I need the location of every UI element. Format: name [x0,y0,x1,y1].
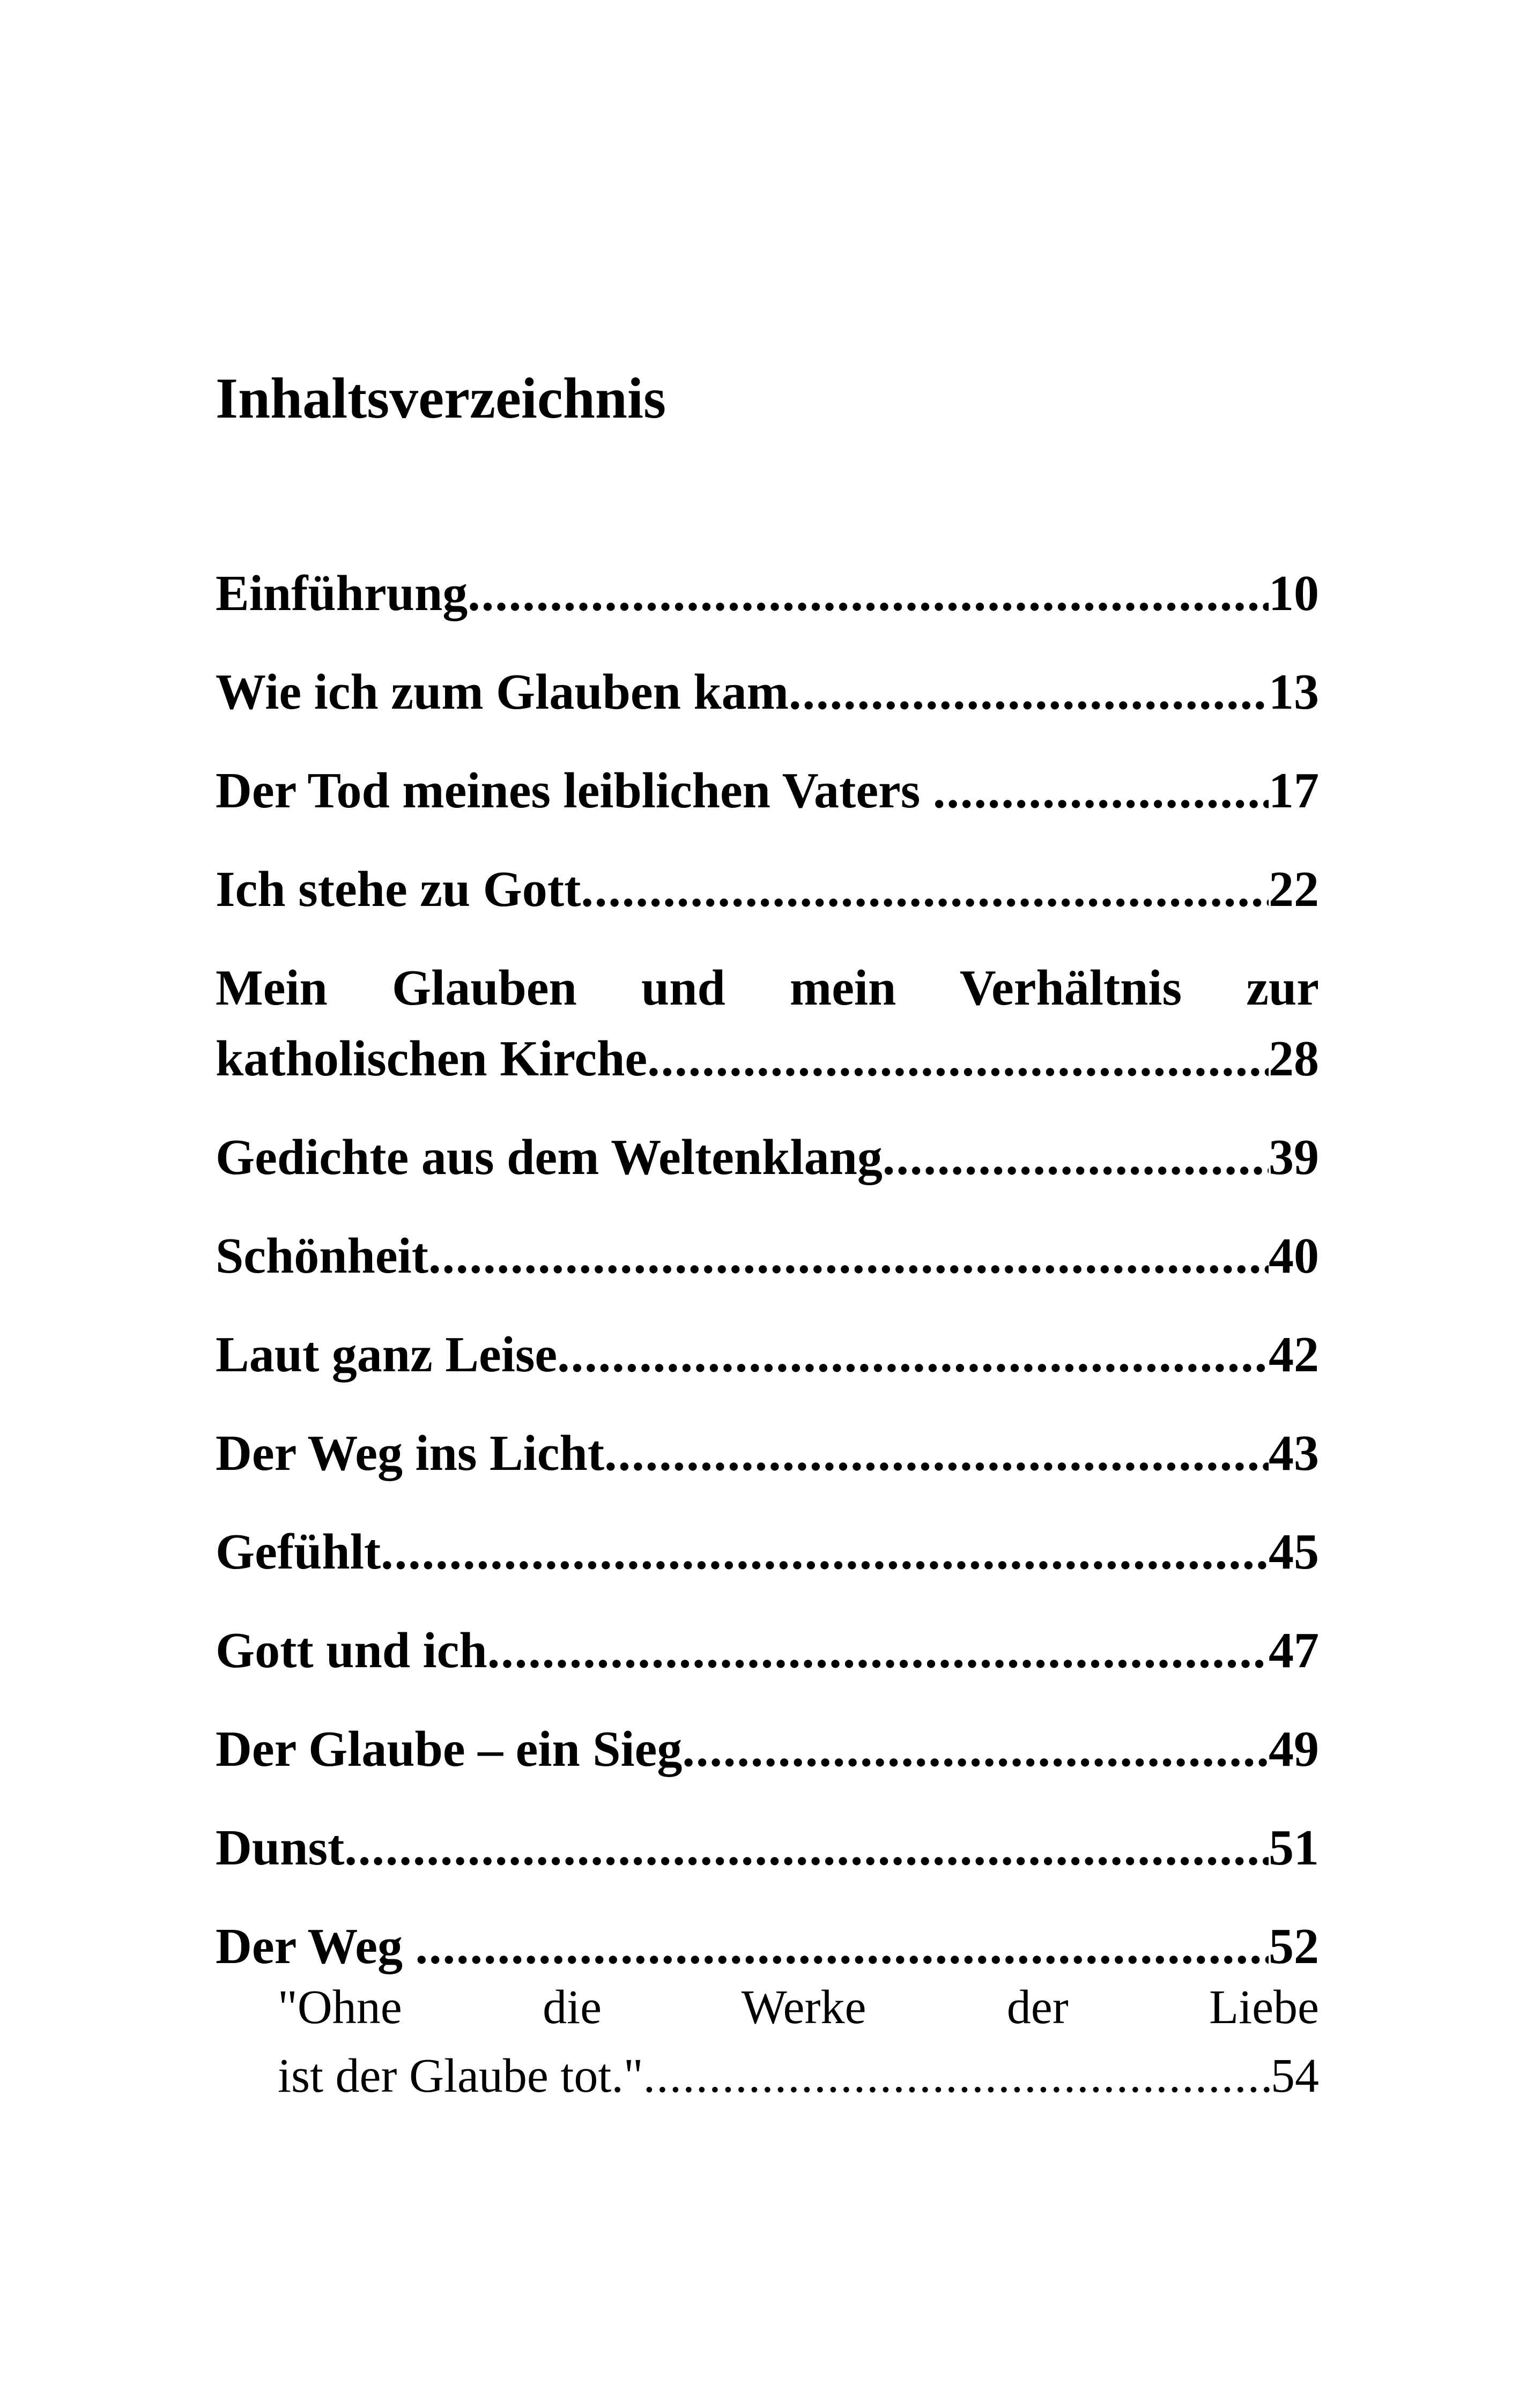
dot-leader [344,1823,1269,1873]
dot-leader [415,1921,1269,1972]
toc-entry[interactable] [216,1524,1319,1625]
toc-entry[interactable] [216,1820,1319,1921]
dot-leader [581,864,1269,915]
dot-leader [883,1132,1269,1183]
toc-subentry-label-line2: ist der Glaube tot." [278,2049,643,2102]
toc-entry-page: 43 [1269,1425,1319,1481]
toc-entry[interactable] [216,861,1319,963]
dot-leader [643,2052,1271,2100]
dot-leader [682,1724,1269,1774]
toc-subentry-page: 54 [1271,2049,1319,2102]
toc-entry[interactable] [216,1625,1319,1724]
toc-entry-label: Ich stehe zu Gott [216,861,581,917]
toc-entry[interactable] [216,664,1319,765]
toc-entry-page: 45 [1269,1524,1319,1580]
toc-entry[interactable] [216,1921,1319,1983]
toc-subentry-label-line1: "Ohne die Werke der Liebe [278,1981,1319,2034]
toc-entry-label: Wie ich zum Glauben kam [216,664,789,720]
toc-entry-page: 51 [1269,1820,1319,1876]
toc-subentry[interactable] [278,1983,1319,2100]
dot-leader [933,765,1269,816]
toc-entry-page: 42 [1269,1327,1319,1383]
dot-leader [604,1428,1269,1478]
toc-entry[interactable] [216,568,1319,667]
toc-entry-label: Laut ganz Leise [216,1327,558,1383]
toc-entry-label: Gedichte aus dem Weltenklang [216,1129,883,1185]
toc-entry[interactable] [216,1129,1319,1231]
page-title: Inhaltsverzeichnis [216,367,666,430]
toc-entry-page: 22 [1269,861,1319,917]
toc-entry-label-line1: Mein Glauben und mein Verhältnis zur [216,960,1319,1016]
dot-leader [647,1034,1269,1084]
toc-entry-page: 40 [1269,1228,1319,1284]
toc-entry-label: Gefühlt [216,1524,381,1580]
toc-entry-label: Einführung [216,566,468,621]
dot-leader [789,667,1269,717]
dot-leader [381,1527,1269,1577]
toc-entry-label: Dunst [216,1820,345,1876]
toc-entry-label: Der Tod meines leiblichen Vaters [216,763,933,819]
toc-entry-label: Gott und ich [216,1623,487,1678]
toc-entry-page: 28 [1269,1031,1319,1087]
toc-entry[interactable] [216,1228,1319,1329]
toc-entry-label: Schönheit [216,1228,428,1284]
toc-entry-page: 39 [1269,1129,1319,1185]
toc-entry[interactable] [216,960,1319,1132]
toc-entry-page: 47 [1269,1623,1319,1678]
toc-entry[interactable] [216,1721,1319,1823]
dot-leader [487,1625,1269,1676]
toc-entry[interactable] [216,1329,1319,1428]
toc-entry-label: Der Weg [216,1919,416,1974]
toc-entry-page: 49 [1269,1721,1319,1777]
toc-entry-label: Der Glaube – ein Sieg [216,1721,683,1777]
toc-entry-page: 13 [1269,664,1319,720]
table-of-contents [216,568,1319,2100]
toc-entry[interactable] [216,1425,1319,1527]
toc-entry-page: 52 [1269,1919,1319,1974]
toc-entry-label: Der Weg ins Licht [216,1425,605,1481]
toc-entry-label-line2: katholischen Kirche [216,1031,648,1087]
dot-leader [557,1329,1269,1380]
dot-leader [428,1231,1269,1281]
toc-entry[interactable] [216,765,1319,864]
toc-entry-page: 17 [1269,763,1319,819]
dot-leader [468,568,1269,619]
toc-entry-page: 10 [1269,566,1319,621]
